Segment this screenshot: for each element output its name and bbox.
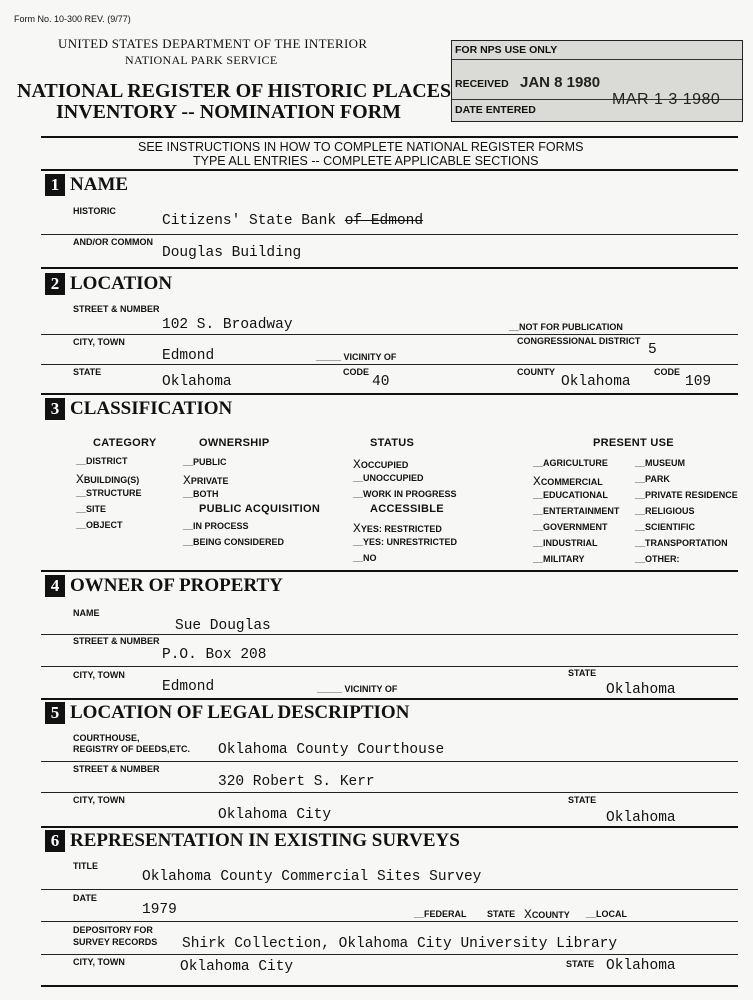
use-park: __PARK	[635, 474, 670, 484]
accessible-header: ACCESSIBLE	[370, 503, 444, 515]
instructions-line2: TYPE ALL ENTRIES -- COMPLETE APPLICABLE SECTIONS	[193, 154, 539, 168]
courthouse-value: Oklahoma County Courthouse	[218, 742, 445, 758]
survey-date-label: DATE	[73, 893, 97, 903]
owner-state-value: Oklahoma	[606, 682, 676, 698]
congressional-label: CONGRESSIONAL DISTRICT	[517, 336, 641, 346]
courthouse-label-1: COURTHOUSE,	[73, 733, 140, 743]
use-educational: __EDUCATIONAL	[533, 490, 608, 500]
owner-street-value: P.O. Box 208	[162, 647, 267, 663]
check-mark: X	[76, 472, 84, 487]
date-entered-label: DATE ENTERED	[455, 104, 536, 116]
check-mark: X	[524, 907, 532, 922]
level-local: __LOCAL	[586, 909, 628, 919]
entered-stamp: MAR 1 3 1980	[612, 91, 721, 108]
county-label: COUNTY	[517, 367, 555, 377]
category-site: __SITE	[76, 504, 107, 514]
section-2-title: LOCATION	[70, 273, 173, 294]
ownership-header: OWNERSHIP	[199, 437, 270, 449]
category-district: __DISTRICT	[76, 456, 128, 466]
present-use-header: PRESENT USE	[593, 437, 674, 449]
depository-value: Shirk Collection, Oklahoma City University Library	[182, 936, 618, 952]
service-name: NATIONAL PARK SERVICE	[125, 53, 278, 67]
street-value: 102 S. Broadway	[162, 317, 293, 333]
use-other: __OTHER:	[635, 554, 680, 564]
section-5-number: 5	[45, 702, 65, 724]
use-private-residence: __PRIVATE RESIDENCE	[635, 490, 738, 500]
section-1-title: NAME	[70, 174, 129, 195]
check-mark: X	[353, 457, 361, 472]
depository-label-1: DEPOSITORY FOR	[73, 925, 153, 935]
section-3-number: 3	[45, 398, 65, 420]
section-6-number: 6	[45, 830, 65, 852]
common-value: Douglas Building	[162, 245, 302, 261]
status-header: STATUS	[370, 437, 415, 449]
acq-being-considered: __BEING CONSIDERED	[183, 537, 285, 547]
use-agriculture: __AGRICULTURE	[533, 458, 608, 468]
vicinity-label: _____ VICINITY OF	[316, 352, 397, 362]
legal-state-label: STATE	[568, 795, 597, 805]
street-label: STREET & NUMBER	[73, 304, 160, 314]
county-value: Oklahoma	[561, 374, 631, 390]
use-military: __MILITARY	[533, 554, 585, 564]
use-scientific: __SCIENTIFIC	[635, 522, 696, 532]
owner-street-label: STREET & NUMBER	[73, 636, 160, 646]
legal-city-label: CITY, TOWN	[73, 795, 125, 805]
instructions-line1: SEE INSTRUCTIONS IN HOW TO COMPLETE NATIONAL REGISTER FORMS	[138, 140, 584, 154]
section-2-number: 2	[45, 273, 65, 295]
use-commercial: XCOMMERCIAL	[533, 474, 603, 489]
survey-title-value: Oklahoma County Commercial Sites Survey	[142, 869, 482, 885]
owner-city-label: CITY, TOWN	[73, 670, 125, 680]
courthouse-label-2: REGISTRY OF DEEDS,ETC.	[73, 744, 191, 754]
survey-title-label: TITLE	[73, 861, 98, 871]
historic-struck-text: of Edmond	[344, 213, 424, 229]
status-work-in-progress: __WORK IN PROGRESS	[353, 489, 457, 499]
ownership-private: XPRIVATE	[183, 473, 229, 488]
not-for-publication: __NOT FOR PUBLICATION	[509, 322, 623, 332]
use-entertainment: __ENTERTAINMENT	[533, 506, 620, 516]
owner-state-label: STATE	[568, 668, 597, 678]
nps-label: FOR NPS USE ONLY	[455, 44, 558, 56]
historic-value: Citizens' State Bank of Edmond	[162, 213, 424, 229]
access-restricted: XYES: RESTRICTED	[353, 521, 442, 536]
nps-use-box	[451, 40, 743, 122]
check-mark: X	[533, 474, 541, 489]
status-unoccupied: __UNOCCUPIED	[353, 473, 424, 483]
depository-label-2: SURVEY RECORDS	[73, 937, 158, 947]
ownership-both: __BOTH	[183, 489, 219, 499]
use-transportation: __TRANSPORTATION	[635, 538, 728, 548]
county-code-value: 109	[685, 374, 712, 390]
form-number: Form No. 10-300 REV. (9/77)	[14, 14, 131, 24]
department-name: UNITED STATES DEPARTMENT OF THE INTERIOR	[58, 36, 368, 51]
historic-label: HISTORIC	[73, 206, 116, 216]
received-label: RECEIVED	[455, 78, 509, 90]
category-structure: __STRUCTURE	[76, 488, 142, 498]
common-label: AND/OR COMMON	[73, 237, 153, 247]
state-value: Oklahoma	[162, 374, 232, 390]
public-acquisition-header: PUBLIC ACQUISITION	[199, 503, 321, 515]
survey-city-value: Oklahoma City	[180, 959, 294, 975]
section-1-number: 1	[45, 174, 65, 196]
survey-state-label: STATE	[566, 959, 595, 969]
use-museum: __MUSEUM	[635, 458, 686, 468]
status-occupied: XOCCUPIED	[353, 457, 409, 472]
acq-in-process: __IN PROCESS	[183, 521, 249, 531]
check-mark: X	[183, 473, 191, 488]
legal-state-value: Oklahoma	[606, 810, 676, 826]
level-federal: __FEDERAL	[414, 909, 467, 919]
city-label: CITY, TOWN	[73, 337, 125, 347]
state-label: STATE	[73, 367, 102, 377]
use-religious: __RELIGIOUS	[635, 506, 695, 516]
congressional-value: 5	[648, 342, 657, 358]
use-industrial: __INDUSTRIAL	[533, 538, 598, 548]
owner-vicinity-label: _____ VICINITY OF	[317, 684, 398, 694]
legal-street-value: 320 Robert S. Kerr	[218, 774, 375, 790]
level-state: STATE	[487, 909, 516, 919]
survey-state-value: Oklahoma	[606, 958, 676, 974]
county-code-label: CODE	[654, 367, 681, 377]
section-6-title: REPRESENTATION IN EXISTING SURVEYS	[70, 830, 460, 851]
legal-street-label: STREET & NUMBER	[73, 764, 160, 774]
category-object: __OBJECT	[76, 520, 123, 530]
form-title-line2: INVENTORY -- NOMINATION FORM	[56, 101, 402, 123]
access-unrestricted: __YES: UNRESTRICTED	[353, 537, 458, 547]
check-mark: X	[353, 521, 361, 536]
section-5-title: LOCATION OF LEGAL DESCRIPTION	[70, 702, 410, 723]
legal-city-value: Oklahoma City	[218, 807, 332, 823]
category-header: CATEGORY	[93, 437, 157, 449]
owner-name-label: NAME	[73, 608, 100, 618]
level-county: XCOUNTY	[524, 907, 570, 922]
access-no: __NO	[353, 553, 377, 563]
section-4-number: 4	[45, 575, 65, 597]
state-code-value: 40	[372, 374, 390, 390]
section-4-title: OWNER OF PROPERTY	[70, 575, 283, 596]
survey-date-value: 1979	[142, 902, 177, 918]
city-value: Edmond	[162, 348, 215, 364]
received-stamp: JAN 8 1980	[520, 74, 601, 91]
section-3-title: CLASSIFICATION	[70, 398, 233, 419]
owner-name-value: Sue Douglas	[175, 618, 271, 634]
ownership-public: __PUBLIC	[183, 457, 227, 467]
form-title-line1: NATIONAL REGISTER OF HISTORIC PLACES	[17, 80, 452, 102]
owner-city-value: Edmond	[162, 679, 215, 695]
category-building: XBUILDING(S)	[76, 472, 140, 487]
use-government: __GOVERNMENT	[533, 522, 608, 532]
code-label: CODE	[343, 367, 370, 377]
survey-city-label: CITY, TOWN	[73, 957, 125, 967]
